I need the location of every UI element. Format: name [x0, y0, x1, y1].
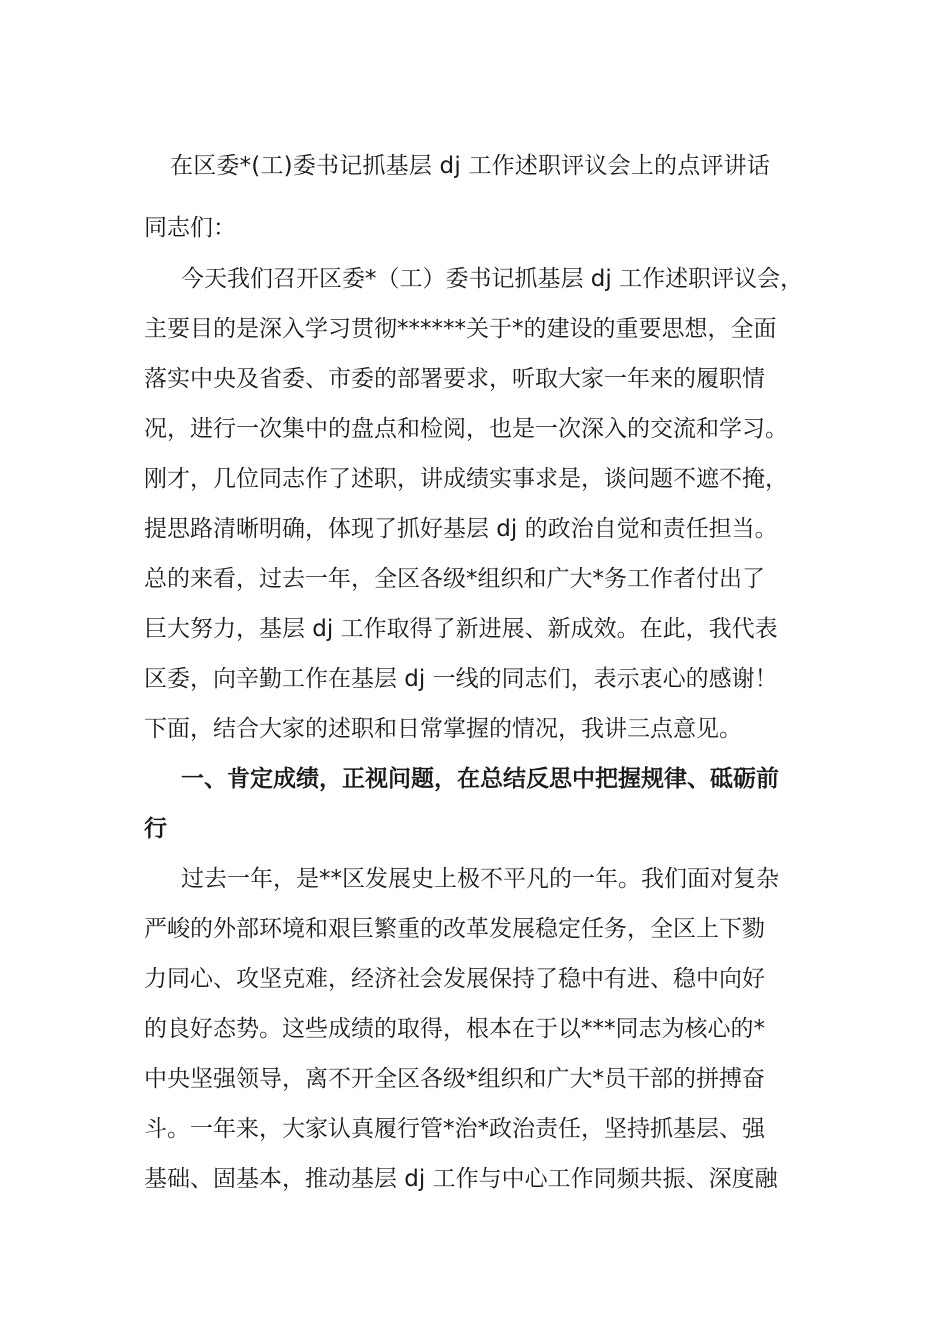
paragraph-line: 主要目的是深入学习贯彻******关于*的建设的重要思想，全面 — [144, 316, 777, 342]
paragraph-line: 区委，向辛勤工作在基层 dj 一线的同志们，表示衷心的感谢！ — [144, 666, 778, 692]
paragraph-line: 基础、固基本，推动基层 dj 工作与中心工作同频共振、深度融 — [144, 1166, 778, 1192]
paragraph-line: 提思路清晰明确，体现了抓好基层 dj 的政治自觉和责任担当。 — [144, 516, 778, 542]
paragraph-line: 况，进行一次集中的盘点和检阅，也是一次深入的交流和学习。 — [144, 416, 788, 442]
paragraph-line: 落实中央及省委、市委的部署要求，听取大家一年来的履职情 — [144, 366, 765, 392]
paragraph-line: 巨大努力，基层 dj 工作取得了新进展、新成效。在此，我代表 — [144, 616, 778, 642]
paragraph-line: 刚才，几位同志作了述职，讲成绩实事求是，谈问题不遮不掩， — [144, 466, 788, 492]
paragraph-line: 力同心、攻坚克难，经济社会发展保持了稳中有进、稳中向好 — [144, 966, 765, 992]
document-title: 在区委*(工)委书记抓基层 dj 工作述职评议会上的点评讲话 — [170, 153, 771, 179]
section-heading-line: 行 — [144, 816, 167, 842]
section-heading-line: 一、肯定成绩，正视问题，在总结反思中把握规律、砥砺前 — [181, 766, 779, 792]
paragraph-line: 斗。一年来，大家认真履行管*治*政治责任，坚持抓基层、强 — [144, 1116, 765, 1142]
paragraph-line: 的良好态势。这些成绩的取得，根本在于以***同志为核心的* — [144, 1016, 765, 1042]
paragraph-line: 下面，结合大家的述职和日常掌握的情况，我讲三点意见。 — [144, 716, 742, 742]
paragraph-line: 过去一年，是**区发展史上极不平凡的一年。我们面对复杂 — [181, 866, 779, 892]
paragraph-line: 今天我们召开区委*（工）委书记抓基层 dj 工作述职评议会， — [181, 266, 804, 292]
salutation: 同志们： — [144, 215, 236, 241]
paragraph-line: 中央坚强领导，离不开全区各级*组织和广大*员干部的拼搏奋 — [144, 1066, 765, 1092]
paragraph-line: 总的来看，过去一年，全区各级*组织和广大*务工作者付出了 — [144, 566, 765, 592]
document-body — [144, 256, 824, 1206]
paragraph-line: 严峻的外部环境和艰巨繁重的改革发展稳定任务，全区上下勠 — [144, 916, 765, 942]
